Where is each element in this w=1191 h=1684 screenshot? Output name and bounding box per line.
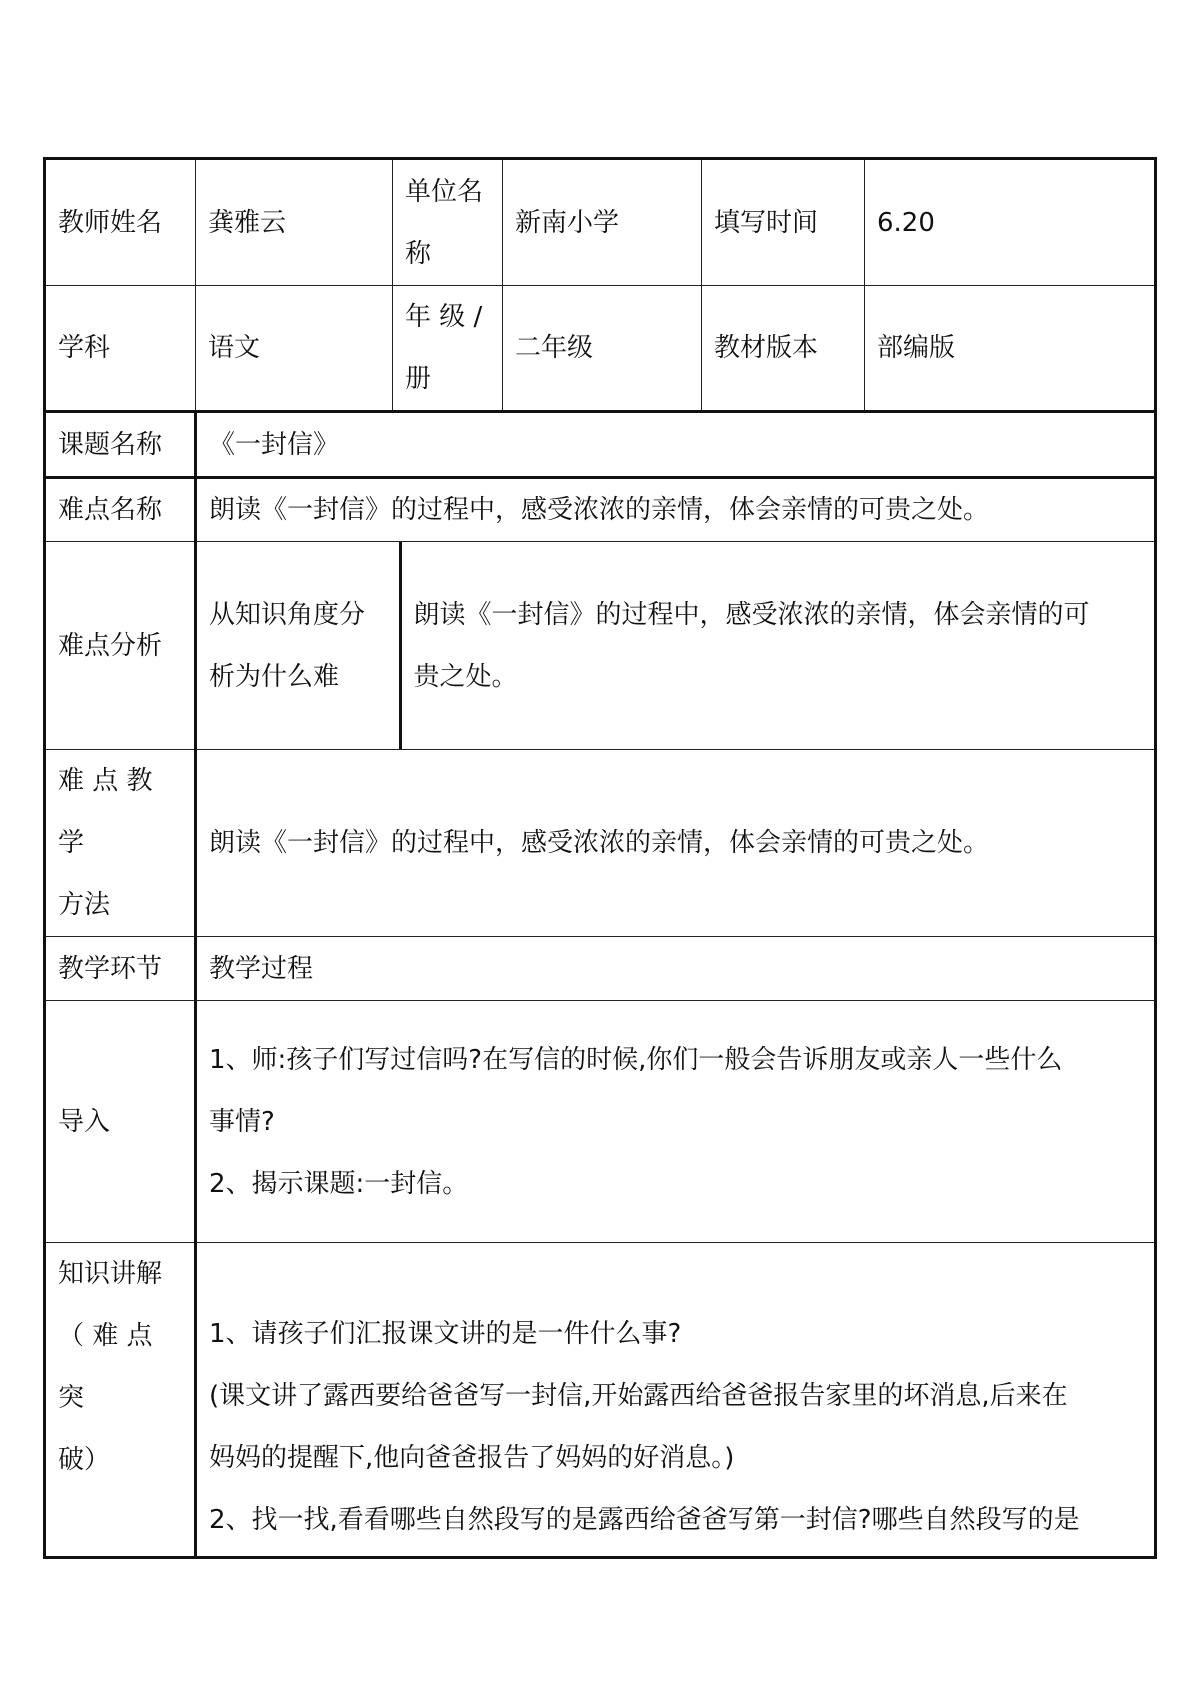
row-analysis	[45, 542, 1156, 750]
analysis-value-line1: 朗读《一封信》的过程中，感受浓浓的亲情，体会亲情的可	[413, 599, 1090, 630]
teacher-label: 教师姓名	[45, 159, 196, 286]
difficulty-value: 朗读《一封信》的过程中，感受浓浓的亲情，体会亲情的可贵之处。	[196, 478, 1156, 542]
grade-label-line2: 册	[405, 364, 432, 394]
knowledge-line1: 1、请孩子们汇报课文讲的是一件什么事?	[209, 1319, 682, 1349]
analysis-value-line2: 贵之处。	[413, 661, 518, 692]
row-subject	[45, 286, 1156, 412]
unit-label	[393, 159, 503, 286]
process-label: 教学过程	[196, 937, 1156, 1001]
row-stage-header	[45, 937, 1156, 1001]
lesson-label: 课题名称	[45, 412, 196, 478]
subject-value: 语文	[196, 286, 393, 412]
difficulty-label: 难点名称	[45, 478, 196, 542]
lesson-value: 《一封信》	[196, 412, 1156, 478]
grade-value: 二年级	[503, 286, 702, 412]
intro-content	[196, 1001, 1156, 1243]
knowledge-line3: 妈妈的提醒下,他向爸爸报告了妈妈的好消息。)	[209, 1443, 735, 1473]
row-difficulty	[45, 478, 1156, 542]
analysis-value	[400, 542, 1154, 749]
knowledge-label	[45, 1243, 196, 1558]
row-lesson	[45, 412, 1156, 478]
edition-value: 部编版	[865, 286, 1156, 412]
method-value: 朗读《一封信》的过程中，感受浓浓的亲情，体会亲情的可贵之处。	[196, 750, 1156, 937]
date-value: 6.20	[865, 159, 1156, 286]
analysis-sub-label-line1: 从知识角度分	[209, 599, 366, 630]
row-teacher	[45, 159, 1156, 286]
teacher-value: 龚雅云	[196, 159, 393, 286]
row-method	[45, 750, 1156, 937]
method-label-line2: 方法	[58, 890, 111, 920]
analysis-inner	[197, 542, 1154, 749]
analysis-label: 难点分析	[45, 542, 196, 750]
knowledge-line4: 2、找一找,看看哪些自然段写的是露西给爸爸写第一封信?哪些自然段写的是	[209, 1505, 1080, 1535]
stage-label: 教学环节	[45, 937, 196, 1001]
edition-label: 教材版本	[702, 286, 865, 412]
intro-label: 导入	[45, 1001, 196, 1243]
row-intro	[45, 1001, 1156, 1243]
knowledge-label-line2: （ 难 点 突	[58, 1321, 153, 1413]
intro-line1: 1、师:孩子们写过信吗?在写信的时候,你们一般会告诉朋友或亲人一些什么	[209, 1044, 1063, 1075]
analysis-sub-label-line2: 析为什么难	[209, 661, 340, 692]
unit-label-line2: 称	[405, 238, 432, 269]
method-label	[45, 750, 196, 937]
knowledge-content	[196, 1243, 1156, 1558]
intro-line2: 事情?	[209, 1106, 275, 1137]
form-table	[43, 157, 1157, 1559]
knowledge-line2: (课文讲了露西要给爸爸写一封信,开始露西给爸爸报告家里的坏消息,后来在	[209, 1381, 1068, 1411]
grade-label	[393, 286, 503, 412]
intro-line3: 2、揭示课题:一封信。	[209, 1168, 469, 1199]
method-label-line1: 难 点 教 学	[58, 766, 153, 858]
analysis-sub-label	[197, 542, 400, 749]
knowledge-label-line3: 破）	[58, 1445, 111, 1475]
knowledge-label-line1: 知识讲解	[58, 1259, 163, 1289]
grade-label-line1: 年 级 /	[405, 302, 483, 332]
unit-label-line1: 单位名	[405, 176, 484, 207]
subject-label: 学科	[45, 286, 196, 412]
unit-value: 新南小学	[503, 159, 702, 286]
date-label: 填写时间	[702, 159, 865, 286]
lesson-plan-form	[43, 157, 1154, 1559]
row-knowledge	[45, 1243, 1156, 1558]
